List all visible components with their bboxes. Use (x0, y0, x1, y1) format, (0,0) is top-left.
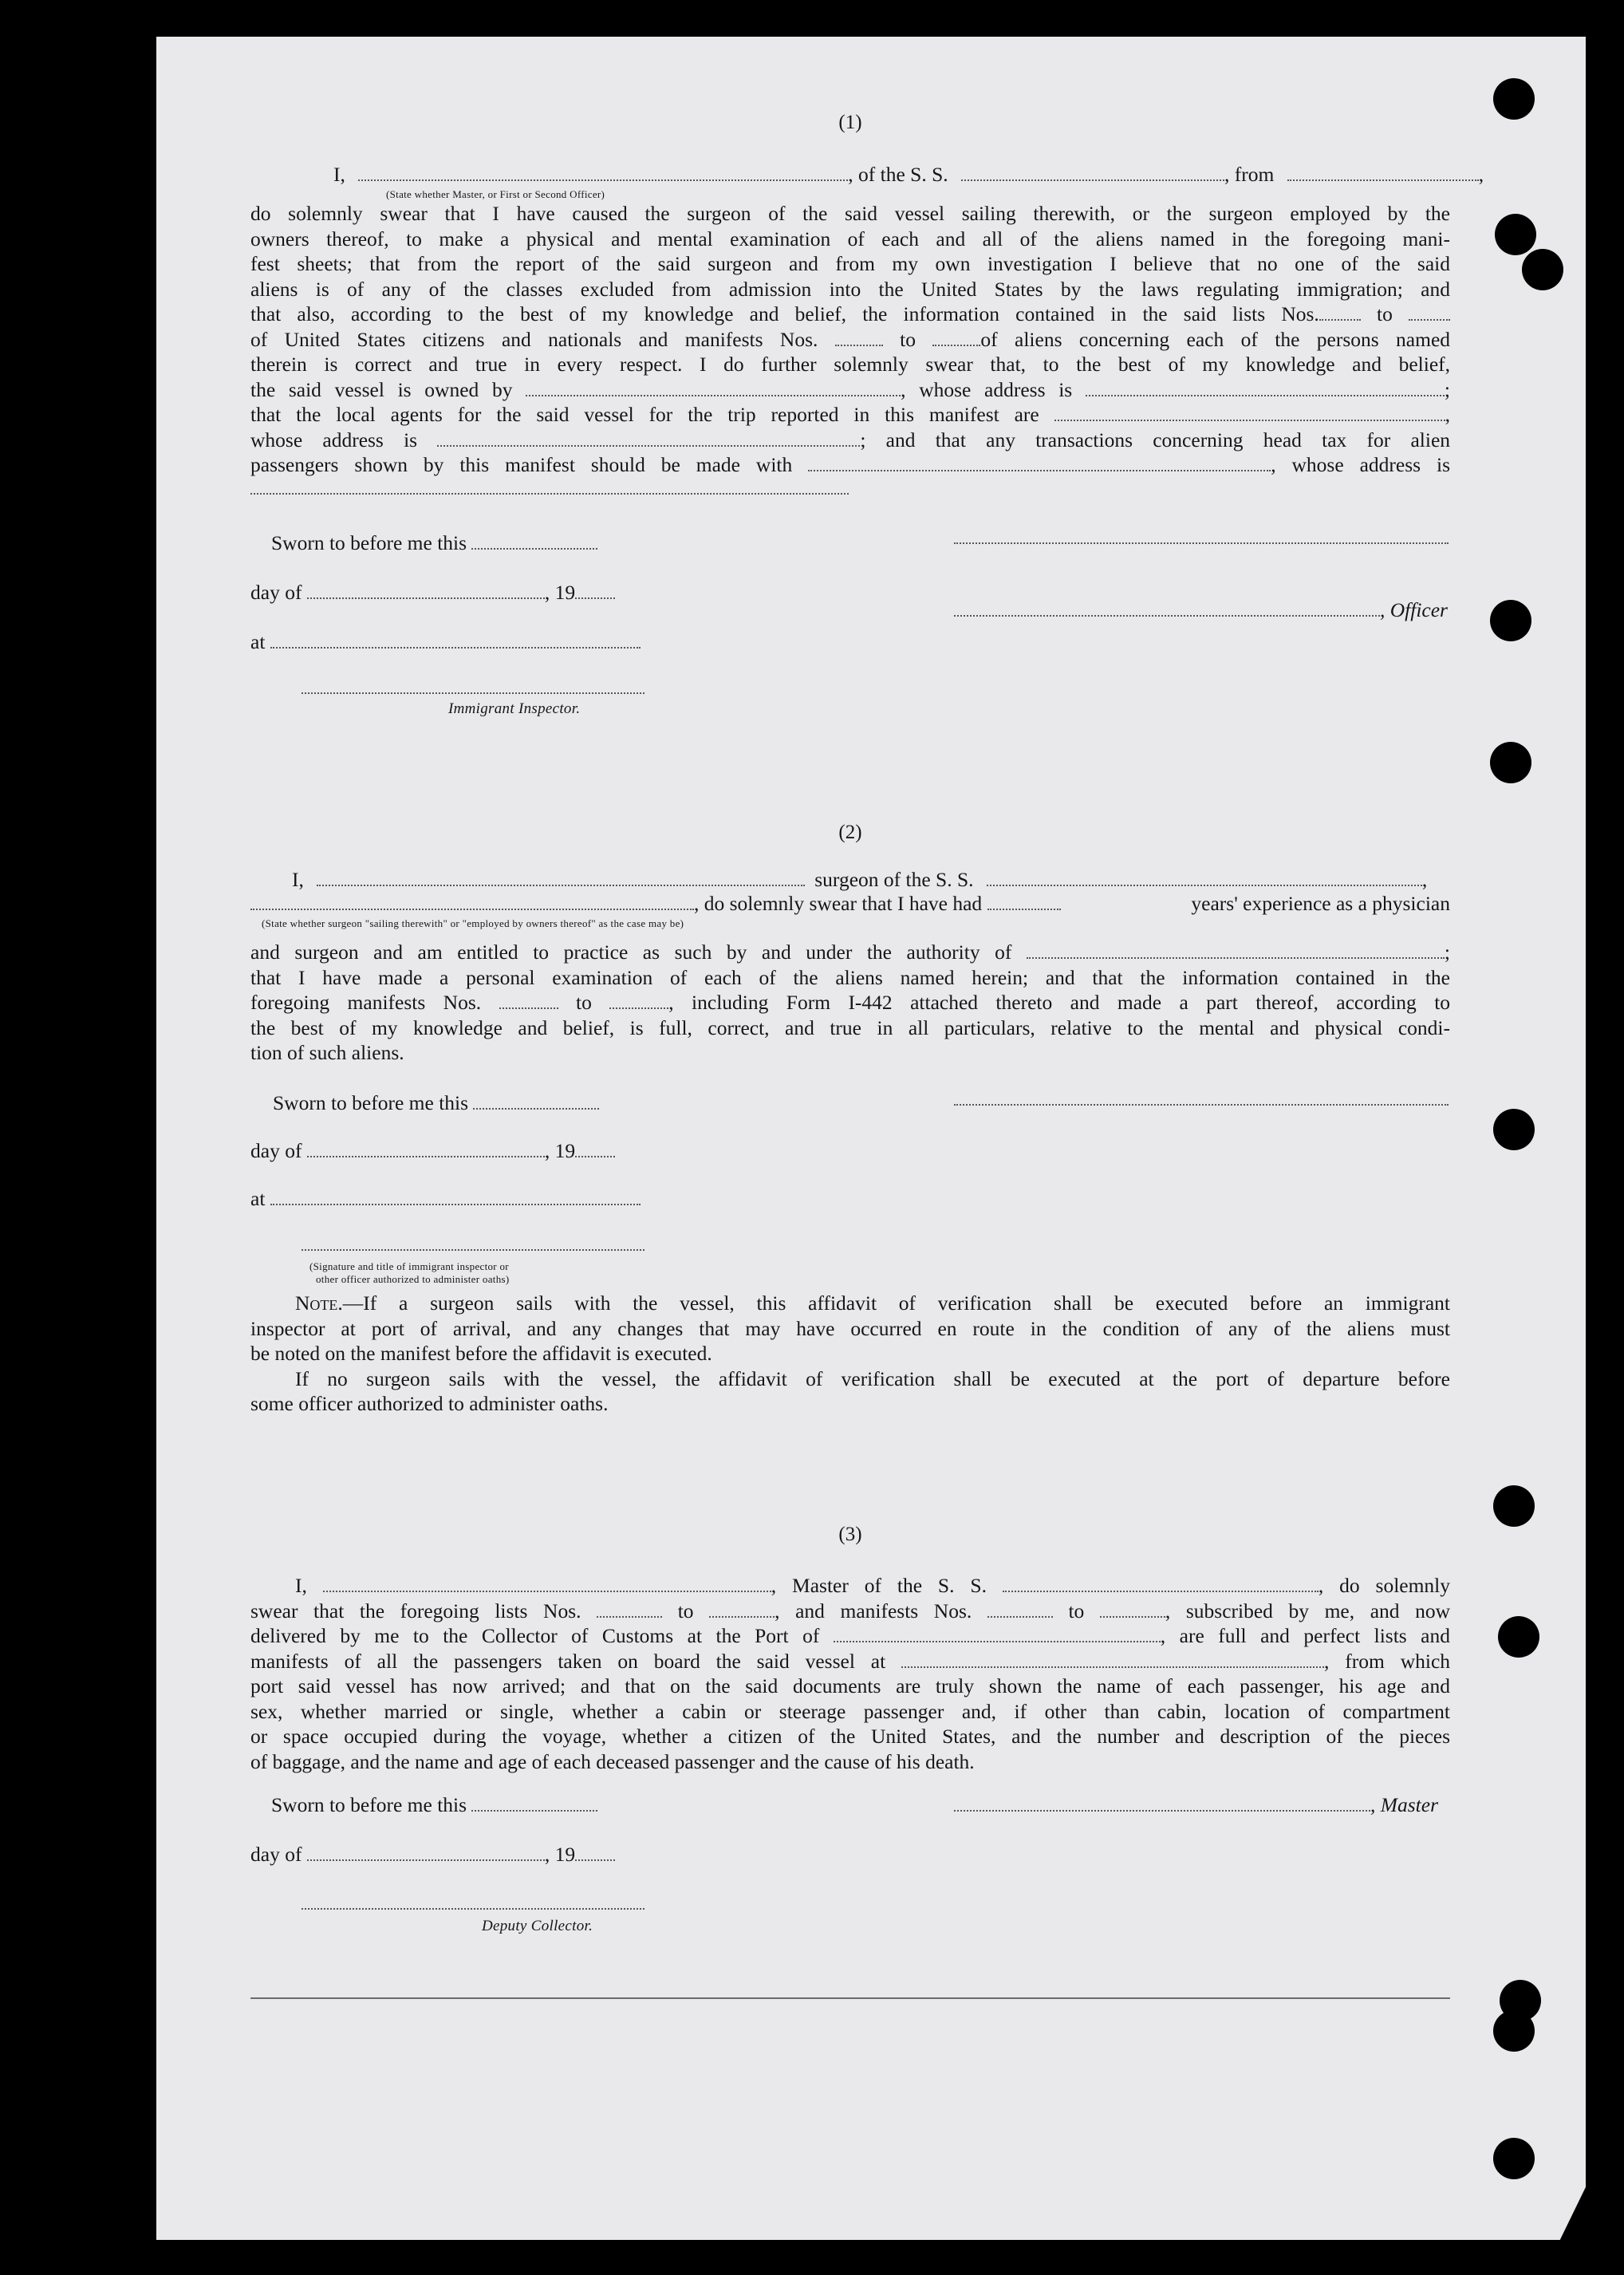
officer-title-line: , Officer (954, 597, 1448, 624)
manifests-from-blank[interactable] (499, 992, 558, 1009)
punch-hole (1498, 1616, 1539, 1658)
month-blank[interactable] (307, 1140, 545, 1157)
experience-line: , do solemnly swear that I have had years' experience as a physician (250, 890, 1450, 917)
label-i: I, (333, 163, 345, 186)
master-name-blank[interactable] (323, 1575, 771, 1592)
section-number: (2) (838, 822, 862, 843)
master-oath-text: do solemnly swear that I have caused the surgeon of the said vessel sailing therewith, or the surgeon employed by the owners thereof, to make a physical and mental examination of each and all of the aliens named in the foregoing mani- fest sheets; that from the report of the said surgeon and from my own investigation I believe that no one of the said aliens is of any of the classes excluded from admission into the United States by the laws regulating immigration; and that also, according to the best of my knowledge and belief, the information contained in the said lists Nos. to of United States citizens and nationals and manifests Nos. to of aliens concerning each of the persons named therein is correct and true in every respect. I do further solemnly swear that, to the best of my knowledge and belief, the said vessel is owned by , whose address is ; that the local agents for the said vessel for the trip reported in this manifest are , whose address is ; and that any transactions concerning head tax for alien passengers shown by this manifest should be made with , whose address is (250, 202, 1451, 476)
manifests-to-blank[interactable] (1100, 1600, 1165, 1618)
label-from: , from (1224, 163, 1275, 186)
surgeon-line: I, surgeon of the S. S. , (292, 868, 1428, 891)
punch-hole (1493, 2010, 1535, 2052)
place-blank[interactable] (270, 1188, 641, 1205)
surgeon-status-blank[interactable] (250, 893, 694, 910)
at-line: at (250, 1185, 641, 1212)
month-blank[interactable] (307, 1843, 545, 1861)
surgeon-status-note: (State whether surgeon "sailing therewith" or "employed by owners thereof" as the case may be) (262, 917, 684, 929)
year-blank[interactable] (575, 1140, 615, 1157)
officer-line: I, , of the S. S. , from , (333, 163, 1484, 186)
section-number: (3) (838, 1524, 862, 1545)
lists-from-blank[interactable] (1319, 303, 1361, 321)
punch-hole (1495, 214, 1536, 255)
officer-title-blank[interactable] (954, 599, 1380, 617)
collector-signature-blank[interactable] (302, 1908, 644, 1910)
manifests-to-blank[interactable] (609, 992, 668, 1009)
inspector-caption: Immigrant Inspector. (448, 700, 581, 717)
signature-caption-a: (Signature and title of immigrant inspector or (309, 1260, 509, 1272)
punch-hole (1493, 78, 1535, 120)
inspector-signature-blank[interactable] (302, 692, 644, 694)
port-blank[interactable] (834, 1625, 1161, 1642)
surgeon-signature-blank[interactable] (954, 1104, 1449, 1106)
master-signature-blank[interactable] (954, 1794, 1370, 1812)
month-blank[interactable] (307, 582, 545, 599)
port-from-blank[interactable] (1287, 164, 1479, 181)
years-blank[interactable] (987, 893, 1061, 910)
master-arrival-text: I, , Master of the S. S. , do solemnly swear that the foregoing lists Nos. to , and manifests Nos. to , subscribed by me, and now delivered by me to the Collector of Customs at the Port of , are full and perfect lists and manifests of all the passengers taken on board the said vessel at , from which port said vessel has now arrived; and that on the said documents are truly shown the name of each passenger, his age and sex, whether married or single, whether a cabin or steerage passenger and, if other than cabin, location of compartment or space occupied during the voyage, whether a citizen of the United States, and the number and description of the pieces of baggage, and the name and age of each deceased passenger and the cause of his death. (250, 1574, 1451, 1773)
year-blank[interactable] (575, 1843, 615, 1861)
surgeon-name-blank[interactable] (317, 869, 805, 886)
vessel-name-blank[interactable] (987, 869, 1422, 886)
punch-hole (1493, 1485, 1535, 1527)
lists-to-blank[interactable] (1409, 303, 1450, 321)
verification-note: Note.—If a surgeon sails with the vessel, this affidavit of verification shall be executed before an immigrant inspector at port of arrival, and any changes that may have occurred en route in the condition of any of the aliens must be noted on the manifest before the affidavit is executed. If no surgeon sails with the vessel, the affidavit of verification shall be executed at the port of departure before some officer authorized to administer oaths. (250, 1291, 1450, 1415)
at-line: at (250, 629, 641, 656)
surgeon-oath-text: and surgeon and am entitled to practice as such by and under the authority of ; that I have made a personal examination of each of the aliens named herein; and that the information contained in the foregoing manifests Nos. to , including Form I-442 attached thereto and made a part thereof, according to the best of my knowledge and belief, is full, correct, and true in all particulars, relative to the mental and physical condi- tion of such aliens. (250, 940, 1451, 1064)
sworn-day-blank[interactable] (471, 1794, 597, 1812)
owner-blank[interactable] (526, 379, 901, 396)
officer-signature-blank[interactable] (954, 542, 1449, 544)
vessel-name-blank[interactable] (1003, 1575, 1319, 1592)
day-of-line: day of , 19 (250, 579, 615, 606)
head-tax-contact-blank[interactable] (808, 454, 1271, 471)
bottom-rule (250, 1997, 1450, 1999)
owner-address-blank[interactable] (1086, 379, 1445, 396)
embarkation-port-blank[interactable] (901, 1650, 1324, 1668)
manifests-from-blank[interactable] (987, 1600, 1053, 1618)
sworn-day-blank[interactable] (473, 1092, 599, 1110)
label-surgeon-of-ss: surgeon of the S. S. (814, 868, 974, 891)
authority-blank[interactable] (1027, 941, 1445, 959)
lists-from-blank[interactable] (597, 1600, 662, 1618)
punch-hole (1490, 600, 1531, 641)
signature-caption-b: other officer authorized to administer oaths) (316, 1273, 510, 1285)
lists-to-blank[interactable] (709, 1600, 775, 1618)
punch-hole (1493, 2138, 1535, 2179)
inspector-signature-blank[interactable] (302, 1249, 644, 1251)
agents-address-blank[interactable] (437, 429, 860, 447)
day-of-line: day of , 19 (250, 1841, 615, 1868)
note-heading: Note. (295, 1291, 343, 1315)
officer-rank-note: (State whether Master, or First or Second Officer) (386, 188, 605, 200)
section-number: (1) (838, 112, 862, 133)
manifests-to-blank[interactable] (932, 329, 980, 346)
sworn-line: Sworn to before me this (271, 530, 597, 557)
head-tax-address-blank[interactable] (250, 493, 849, 495)
place-blank[interactable] (270, 631, 641, 649)
punch-hole (1493, 1109, 1535, 1150)
manifests-from-blank[interactable] (835, 329, 883, 346)
label-of-ss: , of the S. S. (848, 163, 948, 186)
punch-hole (1490, 742, 1531, 783)
collector-caption: Deputy Collector. (482, 1918, 593, 1934)
sworn-line: Sworn to before me this (271, 1792, 597, 1819)
officer-name-blank[interactable] (358, 164, 848, 181)
agents-blank[interactable] (1054, 404, 1445, 421)
sworn-line: Sworn to before me this (273, 1090, 599, 1117)
vessel-name-blank[interactable] (961, 164, 1224, 181)
punch-hole (1522, 249, 1563, 290)
sworn-day-blank[interactable] (471, 532, 597, 550)
master-signature-line: , Master (954, 1792, 1438, 1819)
year-blank[interactable] (575, 582, 615, 599)
day-of-line: day of , 19 (250, 1138, 615, 1165)
